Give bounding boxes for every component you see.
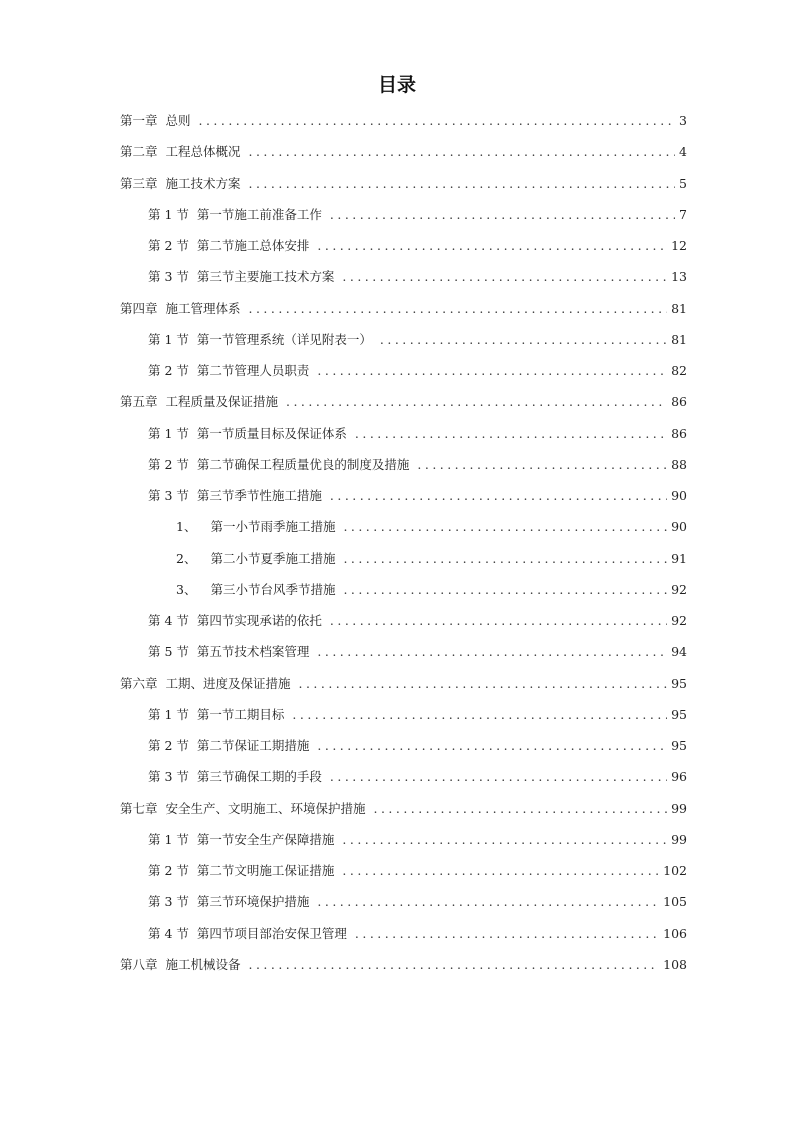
entry-number: 第 4 节	[148, 925, 189, 941]
entry-title: 第一节管理系统（详见附表一）	[196, 331, 372, 347]
toc-chapter-entry[interactable]	[120, 673, 687, 704]
dot-leader	[317, 641, 667, 663]
entry-page-number: 86	[671, 394, 687, 410]
entry-number: 第三章	[120, 175, 158, 191]
entry-title: 第二节确保工程质量优良的制度及措施	[196, 456, 410, 472]
toc-section-entry[interactable]	[120, 923, 687, 954]
dot-leader	[299, 673, 668, 695]
entry-page-number: 13	[671, 269, 687, 285]
toc-section-entry[interactable]	[120, 485, 687, 516]
entry-title: 第一节安全生产保障措施	[196, 831, 335, 847]
dot-leader	[355, 423, 667, 445]
toc-section-entry[interactable]	[120, 266, 687, 297]
toc-chapter-entry[interactable]	[120, 798, 687, 829]
dot-leader	[330, 610, 667, 632]
entry-number: 第二章	[120, 144, 158, 160]
dot-leader	[343, 548, 667, 570]
entry-number: 1、	[176, 519, 197, 535]
entry-title: 总则	[165, 113, 191, 128]
entry-title: 第二节文明施工保证措施	[196, 863, 335, 878]
dot-leader	[286, 391, 667, 413]
entry-page-number: 94	[671, 644, 687, 660]
entry-title: 第一小节雨季施工措施	[210, 519, 336, 535]
entry-number: 第 1 节	[148, 706, 189, 722]
entry-page-number: 96	[671, 769, 687, 785]
entry-number: 第 3 节	[148, 488, 189, 503]
dot-leader	[343, 579, 667, 601]
entry-title: 第二节施工总体安排	[196, 238, 310, 253]
entry-title: 第二节管理人员职责	[196, 363, 310, 378]
entry-page-number: 3	[679, 113, 687, 128]
entry-number: 第 2 节	[148, 738, 189, 753]
entry-page-number: 99	[671, 831, 687, 847]
dot-leader	[343, 516, 667, 538]
entry-title: 第三小节台风季节措施	[210, 581, 336, 597]
entry-page-number: 102	[663, 863, 687, 878]
entry-title: 施工机械设备	[165, 956, 241, 972]
entry-title: 工程质量及保证措施	[165, 394, 279, 410]
toc-section-entry[interactable]	[120, 735, 687, 766]
dot-leader	[249, 298, 668, 320]
toc-title: 目录	[377, 74, 416, 96]
entry-title: 第一节质量目标及保证体系	[196, 425, 347, 441]
entry-title: 施工管理体系	[165, 300, 241, 316]
toc-chapter-entry[interactable]	[120, 110, 687, 141]
entry-number: 第 1 节	[148, 425, 189, 441]
toc-section-entry[interactable]	[120, 360, 687, 391]
dot-leader	[342, 829, 667, 851]
entry-title: 第二小节夏季施工措施	[210, 550, 336, 566]
entry-title: 第一节工期目标	[196, 706, 285, 722]
entry-page-number: 92	[671, 581, 687, 597]
entry-number: 第 1 节	[148, 331, 189, 347]
entry-page-number: 106	[663, 925, 687, 941]
dot-leader	[330, 766, 667, 788]
entry-number: 第 1 节	[148, 831, 189, 847]
entry-number: 3、	[176, 581, 197, 597]
entry-page-number: 82	[671, 363, 687, 378]
entry-number: 第 1 节	[148, 206, 189, 222]
entry-number: 第六章	[120, 675, 158, 691]
entry-number: 第 5 节	[148, 644, 189, 660]
entry-number: 第 2 节	[148, 238, 189, 253]
entry-page-number: 105	[663, 894, 687, 910]
entry-page-number: 4	[679, 144, 687, 160]
entry-page-number: 95	[671, 675, 687, 691]
toc-subsection-entry[interactable]	[120, 548, 687, 579]
toc-section-entry[interactable]	[120, 329, 687, 360]
toc-section-entry[interactable]	[120, 641, 687, 672]
entry-page-number: 91	[671, 550, 687, 566]
toc-section-entry[interactable]	[120, 829, 687, 860]
toc-chapter-entry[interactable]	[120, 954, 687, 985]
entry-title: 工期、进度及保证措施	[165, 675, 291, 691]
toc-chapter-entry[interactable]	[120, 141, 687, 172]
dot-leader	[317, 235, 667, 257]
entry-page-number: 81	[671, 331, 687, 347]
toc-section-entry[interactable]	[120, 235, 687, 266]
dot-leader	[292, 704, 667, 726]
entry-number: 第 3 节	[148, 269, 189, 285]
dot-leader	[249, 954, 660, 976]
toc-subsection-entry[interactable]	[120, 579, 687, 610]
dot-leader	[330, 485, 667, 507]
entry-number: 2、	[176, 550, 197, 566]
entry-page-number: 90	[671, 519, 687, 535]
entry-title: 第四节项目部治安保卫管理	[196, 925, 347, 941]
entry-title: 工程总体概况	[165, 144, 241, 160]
toc-section-entry[interactable]	[120, 204, 687, 235]
dot-leader	[380, 329, 667, 351]
entry-page-number: 90	[671, 488, 687, 503]
toc-section-entry[interactable]	[120, 860, 687, 891]
dot-leader	[317, 891, 659, 913]
entry-page-number: 12	[671, 238, 687, 253]
dot-leader	[342, 266, 667, 288]
entry-number: 第 2 节	[148, 363, 189, 378]
entry-number: 第八章	[120, 956, 158, 972]
entry-page-number: 108	[663, 956, 687, 972]
entry-number: 第 4 节	[148, 613, 189, 628]
entry-page-number: 92	[671, 613, 687, 628]
entry-number: 第 2 节	[148, 863, 189, 878]
entry-title: 第三节环境保护措施	[196, 894, 310, 910]
entry-page-number: 86	[671, 425, 687, 441]
entry-number: 第一章	[120, 113, 158, 128]
entry-title: 施工技术方案	[165, 175, 241, 191]
toc-section-entry[interactable]	[120, 423, 687, 454]
entry-page-number: 81	[671, 300, 687, 316]
entry-number: 第 2 节	[148, 456, 189, 472]
dot-leader	[249, 173, 676, 195]
toc-chapter-entry[interactable]	[120, 391, 687, 422]
toc-chapter-entry[interactable]	[120, 173, 687, 204]
toc-subsection-entry[interactable]	[120, 516, 687, 547]
dot-leader	[317, 360, 667, 382]
dot-leader	[342, 860, 659, 882]
toc-chapter-entry[interactable]	[120, 298, 687, 329]
dot-leader	[330, 204, 675, 226]
toc-section-entry[interactable]	[120, 766, 687, 797]
toc-section-entry[interactable]	[120, 454, 687, 485]
toc-section-entry[interactable]	[120, 704, 687, 735]
entry-title: 安全生产、文明施工、环境保护措施	[165, 800, 366, 816]
entry-page-number: 95	[671, 706, 687, 722]
dot-leader	[417, 454, 667, 476]
entry-number: 第 3 节	[148, 894, 189, 910]
entry-title: 第四节实现承诺的依托	[196, 613, 322, 628]
dot-leader	[199, 110, 676, 132]
toc-section-entry[interactable]	[120, 891, 687, 922]
entry-page-number: 99	[671, 800, 687, 816]
entry-title: 第三节主要施工技术方案	[196, 269, 335, 285]
entry-number: 第 3 节	[148, 769, 189, 785]
entry-title: 第二节保证工期措施	[196, 738, 310, 753]
table-of-contents	[120, 110, 687, 985]
entry-number: 第五章	[120, 394, 158, 410]
dot-leader	[355, 923, 659, 945]
entry-title: 第三节确保工期的手段	[196, 769, 322, 785]
entry-page-number: 95	[671, 738, 687, 753]
dot-leader	[317, 735, 667, 757]
entry-title: 第一节施工前准备工作	[196, 206, 322, 222]
entry-page-number: 88	[671, 456, 687, 472]
entry-title: 第三节季节性施工措施	[196, 488, 322, 503]
entry-number: 第四章	[120, 300, 158, 316]
entry-page-number: 5	[679, 175, 687, 191]
dot-leader	[374, 798, 668, 820]
entry-title: 第五节技术档案管理	[196, 644, 310, 660]
entry-number: 第七章	[120, 800, 158, 816]
toc-section-entry[interactable]	[120, 610, 687, 641]
entry-page-number: 7	[679, 206, 687, 222]
dot-leader	[249, 141, 676, 163]
